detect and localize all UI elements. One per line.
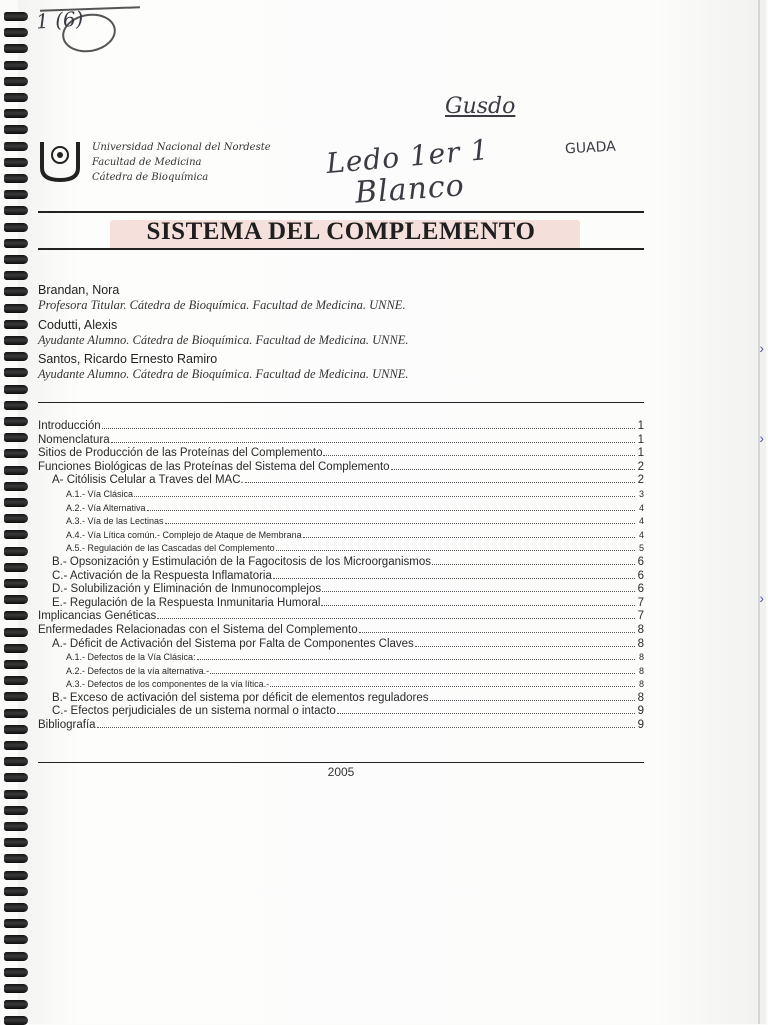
spiral-coil xyxy=(4,109,28,118)
toc-leader-dots xyxy=(157,610,635,619)
spiral-coil xyxy=(4,449,28,458)
spiral-coil xyxy=(4,190,28,199)
spiral-coil xyxy=(4,320,28,329)
title-rule-bottom xyxy=(38,248,644,250)
toc-entry-label: Implicancias Genéticas xyxy=(38,610,157,623)
toc-leader-dots xyxy=(430,692,635,701)
toc-leader-dots xyxy=(102,420,635,429)
publication-year: 2005 xyxy=(327,765,355,779)
spiral-coil xyxy=(4,287,28,296)
toc-entry-label: Introducción xyxy=(38,420,101,432)
toc-entry-label: E.- Regulación de la Respuesta Inmunitaria Humoral xyxy=(52,596,321,609)
spiral-coil xyxy=(4,530,28,539)
toc-entry xyxy=(38,719,644,733)
author-role: Ayudante Alumno. Cátedra de Bioquímica. Facultad de Medicina. UNNE. xyxy=(38,367,409,381)
toc-entry-label: Sitios de Producción de las Proteínas del Complemento xyxy=(38,447,323,460)
toc-entry-label: A.4.- Vía Lítica común.- Complejo de Ataque de Membrana xyxy=(66,529,302,540)
toc-entry-page: 1 xyxy=(637,420,644,432)
edge-mark: › xyxy=(759,430,764,446)
toc-entry-page: 8 xyxy=(637,637,644,650)
spiral-coil xyxy=(4,935,28,944)
spiral-coil xyxy=(4,547,28,556)
toc-entry xyxy=(38,692,644,706)
toc-entry-page: 6 xyxy=(637,569,644,582)
toc-entry xyxy=(38,502,644,516)
spiral-coil xyxy=(4,223,28,232)
spiral-coil xyxy=(4,271,28,280)
author-role: Ayudante Alumno. Cátedra de Bioquímica. Facultad de Medicina. UNNE. xyxy=(38,333,409,347)
toc-entry-page: 8 xyxy=(637,691,644,704)
spiral-coil xyxy=(4,676,28,685)
toc-entry-label: A.2.- Vía Alternativa xyxy=(66,502,146,513)
university-logo xyxy=(38,138,82,184)
spiral-coil xyxy=(4,660,28,669)
spiral-coil xyxy=(4,385,28,394)
spiral-coil xyxy=(4,806,28,815)
title-rule-top xyxy=(38,211,644,213)
toc-leader-dots xyxy=(147,502,635,511)
toc-entry-label: A.2.- Defectos de la vía alternativa.- xyxy=(66,665,210,676)
spiral-coil xyxy=(4,628,28,637)
toc-leader-dots xyxy=(134,488,635,497)
toc-entry-page: 7 xyxy=(637,596,644,609)
institution-line-chair: Cátedra de Bioquímica xyxy=(92,172,209,183)
spiral-coil xyxy=(4,239,28,248)
toc-entry-label: A.1.- Defectos de la Vía Clásica: xyxy=(66,652,196,663)
toc-entry xyxy=(38,461,644,475)
toc-entry-label: Enfermedades Relacionadas con el Sistema del Complemento xyxy=(38,623,358,636)
handwritten-note-2: Ledo 1er 1 xyxy=(324,132,491,181)
spiral-coil xyxy=(4,854,28,863)
toc-entry-page: 4 xyxy=(638,502,644,513)
institution-lines xyxy=(92,140,271,185)
spiral-coil xyxy=(4,903,28,912)
spiral-coil xyxy=(4,838,28,847)
author-1 xyxy=(38,283,406,313)
toc-entry xyxy=(38,583,644,597)
toc-entry-label: A.- Déficit de Activación del Sistema por Falta de Componentes Claves xyxy=(52,637,414,650)
spiral-coil xyxy=(4,595,28,604)
toc-rule-bottom xyxy=(38,762,644,763)
handwritten-page-number: 1 (6) xyxy=(35,6,85,34)
toc-entry-page: 4 xyxy=(638,529,644,540)
spiral-coil xyxy=(4,692,28,701)
author-name: Santos, Ricardo Ernesto Ramiro xyxy=(38,352,218,366)
edge-mark: › xyxy=(759,590,764,606)
spiral-coil xyxy=(4,12,28,21)
toc-entry xyxy=(38,556,644,570)
toc-entry xyxy=(38,678,644,692)
spiral-coil xyxy=(4,174,28,183)
spiral-coil xyxy=(4,871,28,880)
toc-entry-page: 6 xyxy=(637,555,644,568)
toc-entry-page: 9 xyxy=(637,719,644,732)
toc-leader-dots xyxy=(415,638,635,647)
toc-entry xyxy=(38,651,644,665)
spiral-coil xyxy=(4,28,28,37)
toc-leader-dots xyxy=(165,515,635,524)
institution-line-faculty: Facultad de Medicina xyxy=(92,157,202,168)
spiral-coil xyxy=(4,790,28,799)
toc-entry xyxy=(38,705,644,719)
spiral-coil xyxy=(4,757,28,766)
toc-entry-label: A- Citólisis Celular a Traves del MAC. xyxy=(52,474,244,487)
spiral-coil xyxy=(4,255,28,264)
toc-entry-page: 4 xyxy=(638,516,644,527)
spiral-coil xyxy=(4,498,28,507)
spiral-coil xyxy=(4,368,28,377)
spiral-coil xyxy=(4,466,28,475)
toc-entry-page: 8 xyxy=(638,679,644,690)
toc-entry-label: A.1.- Vía Clásica xyxy=(66,488,134,499)
author-2 xyxy=(38,318,409,348)
spiral-coil xyxy=(4,158,28,167)
toc-entry-label: B.- Opsonización y Estimulación de la Fagocitosis de los Microorganismos xyxy=(52,555,432,568)
toc-entry xyxy=(38,529,644,543)
toc-leader-dots xyxy=(303,529,635,538)
spiral-coil xyxy=(4,611,28,620)
toc-entry-label: A.3.- Defectos de los componentes de la vía lítica.- xyxy=(66,679,270,690)
toc-entry-page: 2 xyxy=(637,474,644,487)
toc-leader-dots xyxy=(197,651,635,660)
toc-entry xyxy=(38,474,644,488)
toc-entry-label: Funciones Biológicas de las Proteínas del Sistema del Complemento xyxy=(38,460,390,473)
toc-entry xyxy=(38,434,644,448)
toc-entry xyxy=(38,665,644,679)
toc-entry-label: A.5.- Regulación de las Cascadas del Complemento xyxy=(66,543,275,554)
spiral-coil xyxy=(4,142,28,151)
spiral-coil xyxy=(4,93,28,102)
spiral-coil xyxy=(4,206,28,215)
toc-entry-page: 2 xyxy=(637,460,644,473)
toc-entry xyxy=(38,488,644,502)
toc-entry-label: D.- Solubilización y Eliminación de Inmunocomplejos xyxy=(52,583,322,596)
spiral-coil xyxy=(4,61,28,70)
toc-entry xyxy=(38,624,644,638)
toc-entry xyxy=(38,610,644,624)
toc-entry-label: C.- Activación de la Respuesta Inflamatoria xyxy=(52,569,272,582)
toc-leader-dots xyxy=(321,597,635,606)
toc-entry-page: 1 xyxy=(637,447,644,460)
spiral-coil xyxy=(4,1000,28,1009)
toc-leader-dots xyxy=(273,570,635,579)
toc-entry-page: 9 xyxy=(637,705,644,718)
spiral-coil xyxy=(4,984,28,993)
spiral-coil xyxy=(4,44,28,53)
spiral-coil xyxy=(4,77,28,86)
toc-entry-page: 8 xyxy=(637,623,644,636)
toc-entry-label: Bibliografía xyxy=(38,719,96,732)
toc-entry-page: 7 xyxy=(637,610,644,623)
toc-leader-dots xyxy=(111,434,635,443)
toc-entry-page: 5 xyxy=(638,543,644,554)
author-name: Brandan, Nora xyxy=(38,283,120,297)
spiral-coil xyxy=(4,644,28,653)
author-role: Profesora Titular. Cátedra de Bioquímica. Facultad de Medicina. UNNE. xyxy=(38,298,406,312)
spiral-coil xyxy=(4,741,28,750)
toc-entry-page: 1 xyxy=(637,433,644,446)
spiral-coil xyxy=(4,579,28,588)
spiral-coil xyxy=(4,401,28,410)
spiral-coil xyxy=(4,417,28,426)
toc-entry xyxy=(38,570,644,584)
toc-entry xyxy=(38,420,644,434)
toc-entry-page: 6 xyxy=(637,583,644,596)
toc-entry xyxy=(38,447,644,461)
handwritten-note-3: GUADA xyxy=(564,138,617,158)
author-name: Codutti, Alexis xyxy=(38,318,118,332)
institution-line-university: Universidad Nacional del Nordeste xyxy=(92,142,271,153)
toc-leader-dots xyxy=(97,719,635,728)
toc-entry xyxy=(38,515,644,529)
spiral-coil xyxy=(4,773,28,782)
spiral-coil xyxy=(4,919,28,928)
handwritten-note-1: Gusdo xyxy=(445,94,516,119)
edge-mark: › xyxy=(759,340,764,356)
spiral-coil xyxy=(4,433,28,442)
spiral-coil xyxy=(4,952,28,961)
spiral-coil xyxy=(4,968,28,977)
toc-leader-dots xyxy=(245,474,635,483)
spiral-binding xyxy=(0,0,40,1024)
toc-entry xyxy=(38,638,644,652)
spiral-coil xyxy=(4,563,28,572)
spiral-coil xyxy=(4,709,28,718)
spiral-coil xyxy=(4,887,28,896)
toc-entry-page: 8 xyxy=(638,665,644,676)
spiral-coil xyxy=(4,822,28,831)
toc-leader-dots xyxy=(359,624,635,633)
table-of-contents xyxy=(38,420,644,733)
toc-entry-label: Nomenclatura xyxy=(38,433,110,446)
toc-leader-dots xyxy=(391,461,635,470)
toc-leader-dots xyxy=(270,678,635,687)
spiral-coil xyxy=(4,336,28,345)
spiral-coil xyxy=(4,725,28,734)
toc-leader-dots xyxy=(210,665,635,674)
spiral-coil xyxy=(4,352,28,361)
spiral-coil xyxy=(4,482,28,491)
toc-entry-label: A.3.- Vía de las Lectinas xyxy=(66,516,164,527)
toc-entry-page: 8 xyxy=(638,652,644,663)
page-edge xyxy=(758,0,760,1024)
toc-entry xyxy=(38,597,644,611)
toc-entry-label: C.- Efectos perjudiciales de un sistema normal o intacto xyxy=(52,705,336,718)
toc-leader-dots xyxy=(432,556,635,565)
toc-entry xyxy=(38,542,644,556)
spiral-coil xyxy=(4,514,28,523)
toc-leader-dots xyxy=(323,447,635,456)
spiral-coil xyxy=(4,304,28,313)
toc-rule-top xyxy=(38,402,644,403)
document-title: SISTEMA DEL COMPLEMENTO xyxy=(146,218,536,245)
toc-leader-dots xyxy=(276,542,635,551)
handwritten-note-4: Blanco xyxy=(353,168,466,211)
toc-entry-label: B.- Exceso de activación del sistema por déficit de elementos reguladores xyxy=(52,691,429,704)
toc-leader-dots xyxy=(337,705,635,714)
toc-leader-dots xyxy=(322,583,635,592)
author-3 xyxy=(38,352,409,382)
spiral-coil xyxy=(4,125,28,134)
toc-entry-page: 3 xyxy=(638,488,644,499)
